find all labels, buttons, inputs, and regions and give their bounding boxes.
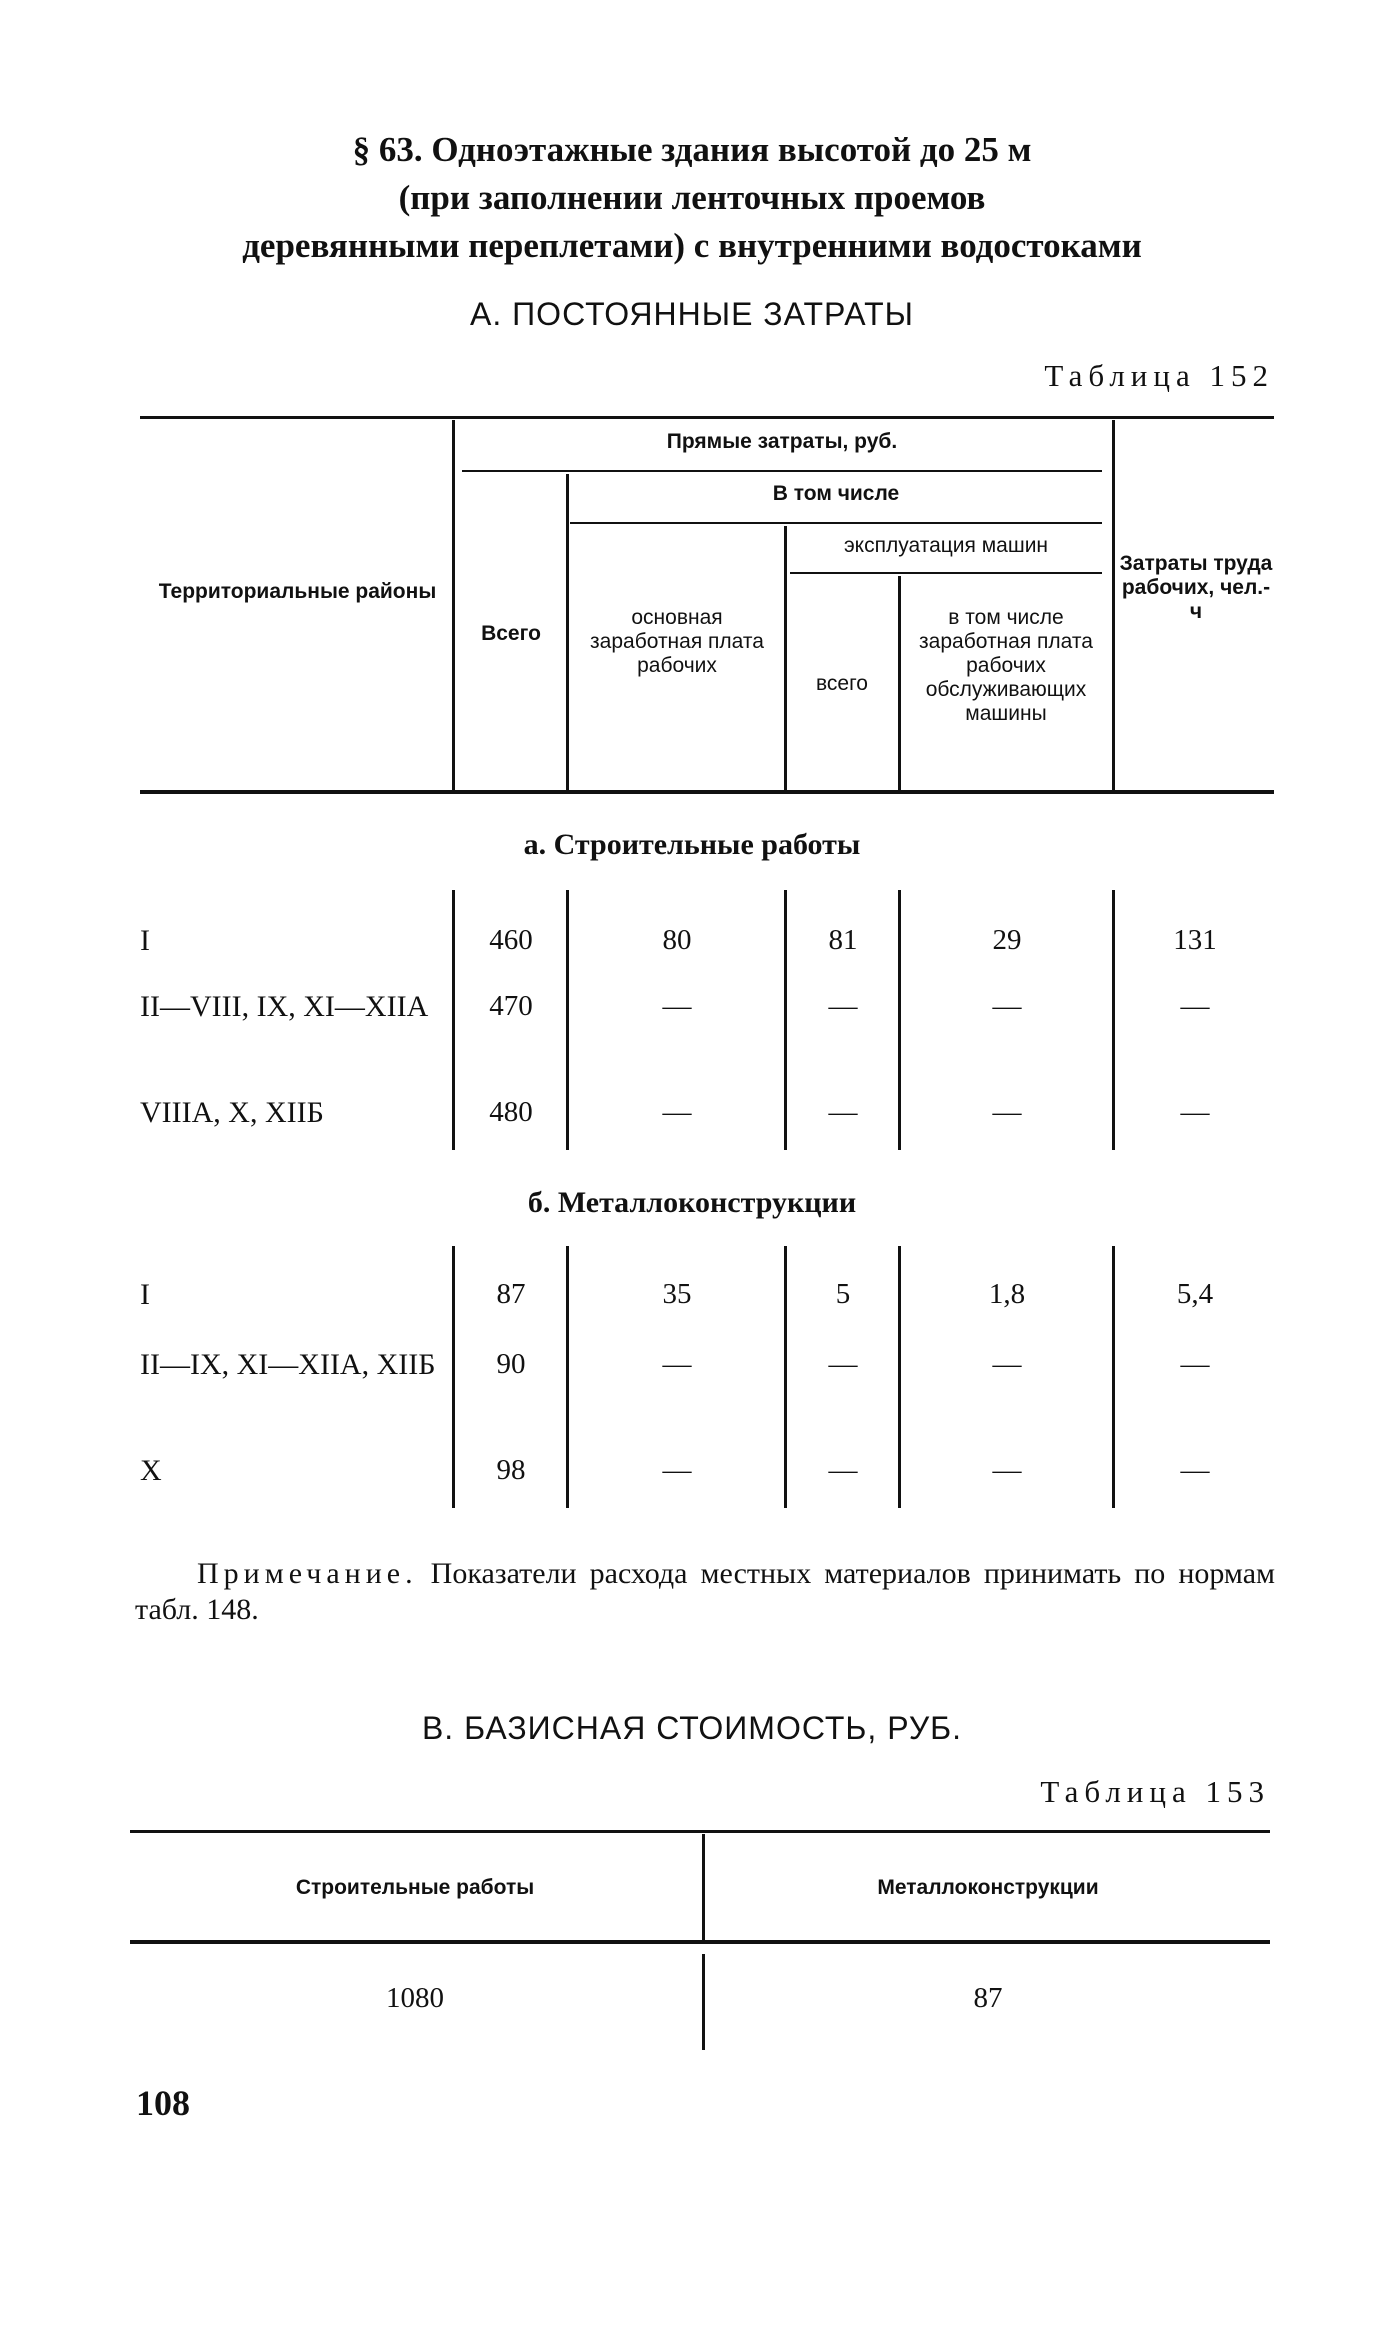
section-heading-line-1: § 63. Одноэтажные здания высотой до 25 м (352, 130, 1032, 169)
table-header-bottom-rule (130, 1940, 1270, 1944)
subsection-title-a: А. ПОСТОЯННЫЕ ЗАТРАТЫ (470, 296, 914, 332)
col-divider-1 (452, 420, 455, 790)
cell-total: 90 (496, 1348, 526, 1380)
cell-base-wage: 35 (662, 1278, 692, 1310)
header-total: Всего (481, 622, 541, 645)
note-text: Показатели расхода местных материалов принимать по нормам табл. 148. (135, 1557, 1276, 1626)
page-number: 108 (136, 2083, 190, 2123)
cell-base-wage: — (662, 1454, 692, 1486)
header-machine-total: всего (816, 672, 868, 695)
cell-machine-total: — (828, 990, 858, 1022)
body-divider (784, 890, 787, 1150)
section-heading-line-3: деревянными переплетами) с внутренними водостоками (242, 226, 1142, 265)
cell-machine-total: — (828, 1348, 858, 1380)
cell-total: 98 (496, 1454, 526, 1486)
header-construction-works: Строительные работы (295, 1876, 535, 1899)
cell-base-wage: — (662, 990, 692, 1022)
body-divider (898, 1246, 901, 1508)
rule-under-direct-costs (462, 470, 1102, 472)
group-title-metal: б. Металлоконструкции (527, 1186, 857, 1219)
cell-machine-wage: 29 (992, 924, 1022, 956)
row-region: II—IX, XI—XIIA, XIIБ (140, 1348, 436, 1381)
subsection-title-b: В. БАЗИСНАЯ СТОИМОСТЬ, РУБ. (421, 1710, 963, 1746)
cell-labor: — (1180, 1096, 1210, 1128)
col-divider-3 (784, 526, 787, 790)
cell-machine-total: — (828, 1096, 858, 1128)
col-divider-5 (1112, 420, 1115, 790)
rule-under-machine-operation (790, 572, 1102, 574)
body-divider (566, 1246, 569, 1508)
cell-total: 470 (489, 990, 533, 1022)
table-note (135, 1556, 1275, 1628)
header-machine-operation: эксплуатация машин (843, 534, 1049, 557)
group-title-construction: а. Строительные работы (523, 828, 861, 861)
cell-machine-wage: — (992, 1348, 1022, 1380)
rule-under-including (570, 522, 1102, 524)
body-divider (784, 1246, 787, 1508)
header-labor: Затраты труда рабочих, чел.-ч (1119, 552, 1273, 623)
cell-total: 480 (489, 1096, 533, 1128)
body-divider (1112, 890, 1115, 1150)
section-heading-line-2: (при заполнении ленточных проемов (398, 178, 986, 217)
table-label-152: Таблица 152 (1044, 358, 1274, 393)
table-header-bottom-rule (140, 790, 1274, 794)
cell-metal-structures: 87 (973, 1982, 1003, 2014)
table-top-rule (140, 416, 1274, 419)
header-including: В том числе (772, 482, 900, 505)
cell-labor: — (1180, 990, 1210, 1022)
header-regions: Территориальные районы (158, 580, 437, 603)
cell-machine-wage: — (992, 1454, 1022, 1486)
cell-construction-works: 1080 (386, 1982, 444, 2014)
cell-labor: — (1180, 1454, 1210, 1486)
cell-labor: — (1180, 1348, 1210, 1380)
note-lead: Примечание. (197, 1557, 418, 1590)
cell-machine-wage: — (992, 1096, 1022, 1128)
cell-labor: 131 (1173, 924, 1217, 956)
header-metal-structures: Металлоконструкции (877, 1876, 1099, 1899)
col-divider-2 (566, 474, 569, 790)
cell-machine-total: — (828, 1454, 858, 1486)
cell-base-wage: — (662, 1348, 692, 1380)
col-divider (702, 1834, 705, 1940)
cell-machine-total: 5 (835, 1278, 851, 1310)
row-region: X (140, 1454, 162, 1487)
row-region: I (140, 1278, 150, 1311)
cell-machine-wage: — (992, 990, 1022, 1022)
header-machine-wage: в том числе заработная плата рабочих обслуживающих машины (919, 606, 1093, 725)
row-region: I (140, 924, 150, 957)
header-base-wage: основная заработная плата рабочих (590, 606, 764, 677)
col-divider-4 (898, 576, 901, 790)
body-divider (566, 890, 569, 1150)
body-divider (898, 890, 901, 1150)
cell-base-wage: 80 (662, 924, 692, 956)
body-divider (452, 890, 455, 1150)
row-region: II—VIII, IX, XI—XIIA (140, 990, 429, 1023)
header-direct-costs: Прямые затраты, руб. (666, 430, 898, 453)
cell-machine-total: 81 (828, 924, 858, 956)
cell-total: 87 (496, 1278, 526, 1310)
cell-total: 460 (489, 924, 533, 956)
cell-labor: 5,4 (1176, 1278, 1214, 1310)
row-region: VIIIA, X, XIIБ (140, 1096, 324, 1129)
table-top-rule (130, 1830, 1270, 1833)
cell-base-wage: — (662, 1096, 692, 1128)
cell-machine-wage: 1,8 (988, 1278, 1026, 1310)
col-divider (702, 1954, 705, 2050)
body-divider (1112, 1246, 1115, 1508)
body-divider (452, 1246, 455, 1508)
table-label-153: Таблица 153 (1040, 1774, 1270, 1809)
